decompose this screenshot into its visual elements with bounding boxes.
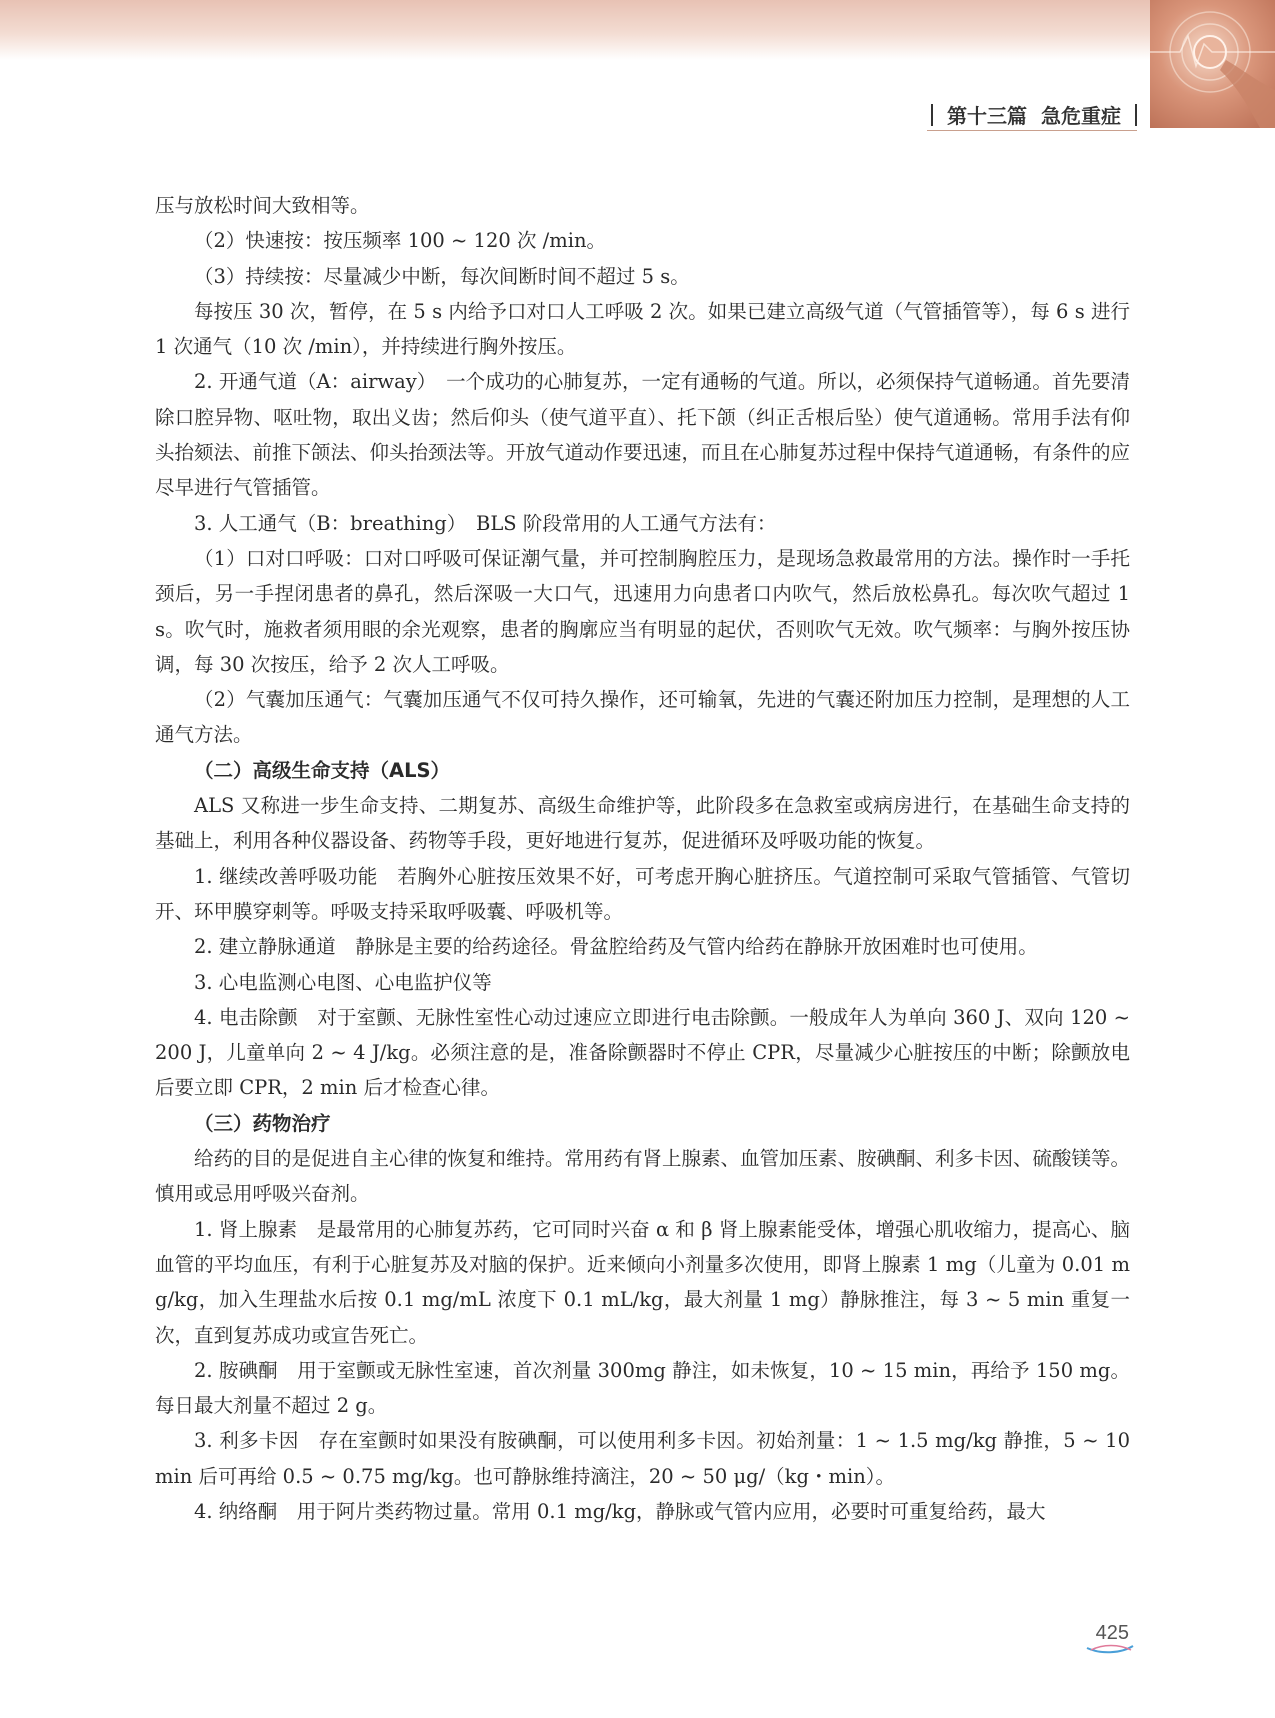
paragraph: （2）气囊加压通气：气囊加压通气不仅可持久操作，还可输氧，先进的气囊还附加压力控制，是理想的人工通气方法。 — [155, 688, 1130, 747]
paragraph: 2. 开通气道（A：airway） 一个成功的心肺复苏，一定有通畅的气道。所以，必须保持气道畅通。首先要清除口腔异物、呕吐物，取出义齿；然后仰头（使气道平直）、托下颌（纠正舌根后坠）使气道通畅。常用手法有仰头抬颏法、前推下颌法、仰头抬颈法等。开放气道动作要迅速，而且在心肺复苏过程中保持气道通畅，有条件的应尽早进行气管插管。 — [155, 370, 1131, 500]
paragraph: 4. 纳络酮 用于阿片类药物过量。常用 0.1 mg/kg，静脉或气管内应用，必要时可重复给药，最大 — [194, 1499, 1046, 1523]
paragraph: （1）口对口呼吸：口对口呼吸可保证潮气量，并可控制胸腔压力，是现场急救最常用的方法。操作时一手托颈后，另一手捏闭患者的鼻孔，然后深吸一大口气，迅速用力向患者口内吹气，然后放松鼻孔。每次吹气超过 1 s。吹气时，施救者须用眼的余光观察，患者的胸廓应当有明显的起伏，否则吹气无效。吹气频率：与胸外按压协调，每 30 次按压，给予 2 次人工呼吸。 — [155, 546, 1130, 676]
paragraph: 3. 心电监测心电图、心电监护仪等 — [194, 970, 492, 994]
paragraph: 3. 人工通气（B：breathing） BLS 阶段常用的人工通气方法有： — [194, 511, 777, 535]
paragraph: 压与放松时间大致相等。 — [155, 194, 370, 217]
paragraph: 每按压 30 次，暂停，在 5 s 内给予口对口人工呼吸 2 次。如果已建立高级气道（气管插管等），每 6 s 进行 1 次通气（10 次 /min），并持续进行胸外按压。 — [155, 299, 1130, 359]
header-rule — [927, 130, 1137, 131]
paragraph: ALS 又称进一步生命支持、二期复苏、高级生命维护等，此阶段多在急救室或病房进行，在基础生命支持的基础上，利用各种仪器设备、药物等手段，更好地进行复苏，促进循环及呼吸功能的恢复。 — [155, 794, 1130, 853]
paragraph: 给药的目的是促进自主心律的恢复和维持。常用药有肾上腺素、血管加压素、胺碘酮、利多卡因、硫酸镁等。慎用或忌用呼吸兴奋剂。 — [155, 1147, 1131, 1206]
stethoscope-icon — [1150, 0, 1275, 128]
paragraph: （2）快速按：按压频率 100 ~ 120 次 /min。 — [194, 229, 607, 253]
paragraph: 4. 电击除颤 对于室颤、无脉性室性心动过速应立即进行电击除颤。一般成年人为单向 360 J、双向 120 ~ 200 J，儿童单向 2 ~ 4 J/kg。必须注意的是，准备除颤器时不停止 CPR，尽量减少心脏按压的中断；除颤放电后要立即 CPR，2 min 后才检查心律。 — [155, 1005, 1130, 1100]
header-chapter: 急危重症 — [1041, 104, 1121, 128]
header-divider — [1135, 104, 1137, 126]
running-header — [931, 100, 1137, 129]
page-number: 425 — [1095, 1622, 1129, 1644]
paragraph: 1. 继续改善呼吸功能 若胸外心脏按压效果不好，可考虑开胸心脏挤压。气道控制可采取气管插管、气管切开、环甲膜穿刺等。呼吸支持采取呼吸囊、呼吸机等。 — [155, 864, 1130, 923]
body-text — [155, 188, 1130, 1529]
paragraph: 2. 建立静脉通道 静脉是主要的给药途径。骨盆腔给药及气管内给药在静脉开放困难时也可使用。 — [194, 935, 1038, 959]
section-heading: （三）药物治疗 — [194, 1111, 331, 1135]
paragraph: 1. 肾上腺素 是最常用的心肺复苏药，它可同时兴奋 α 和 β 肾上腺素能受体，增强心肌收缩力，提高心、脑血管的平均血压，有利于心脏复苏及对脑的保护。近来倾向小剂量多次使用，即肾上腺素 1 mg（儿童为 0.01 mg/kg，加入生理盐水后按 0.1 mg/mL 浓度下 0.1 mL/kg，最大剂量 1 mg）静脉推注，每 3 ~ 5 min 重复一次，直到复苏成功或宣告死亡。 — [155, 1217, 1130, 1347]
header-decoration-image — [1150, 0, 1275, 128]
paragraph: 2. 胺碘酮 用于室颤或无脉性室速，首次剂量 300mg 静注，如未恢复，10 ~ 15 min，再给予 150 mg。每日最大剂量不超过 2 g。 — [155, 1358, 1130, 1418]
header-part: 第十三篇 — [947, 104, 1027, 128]
paragraph: 3. 利多卡因 存在室颤时如果没有胺碘酮，可以使用利多卡因。初始剂量：1 ~ 1.5 mg/kg 静推，5 ~ 10 min 后可再给 0.5 ~ 0.75 mg/kg。也可静脉维持滴注，20 ~ 50 μg/（kg・min）。 — [155, 1429, 1130, 1488]
header-band — [0, 0, 1275, 60]
section-heading: （二）高级生命支持（ALS） — [194, 758, 451, 782]
header-divider — [931, 104, 933, 126]
paragraph: （3）持续按：尽量减少中断，每次间断时间不超过 5 s。 — [194, 264, 690, 288]
page-number-swoosh-icon — [1085, 1640, 1135, 1654]
